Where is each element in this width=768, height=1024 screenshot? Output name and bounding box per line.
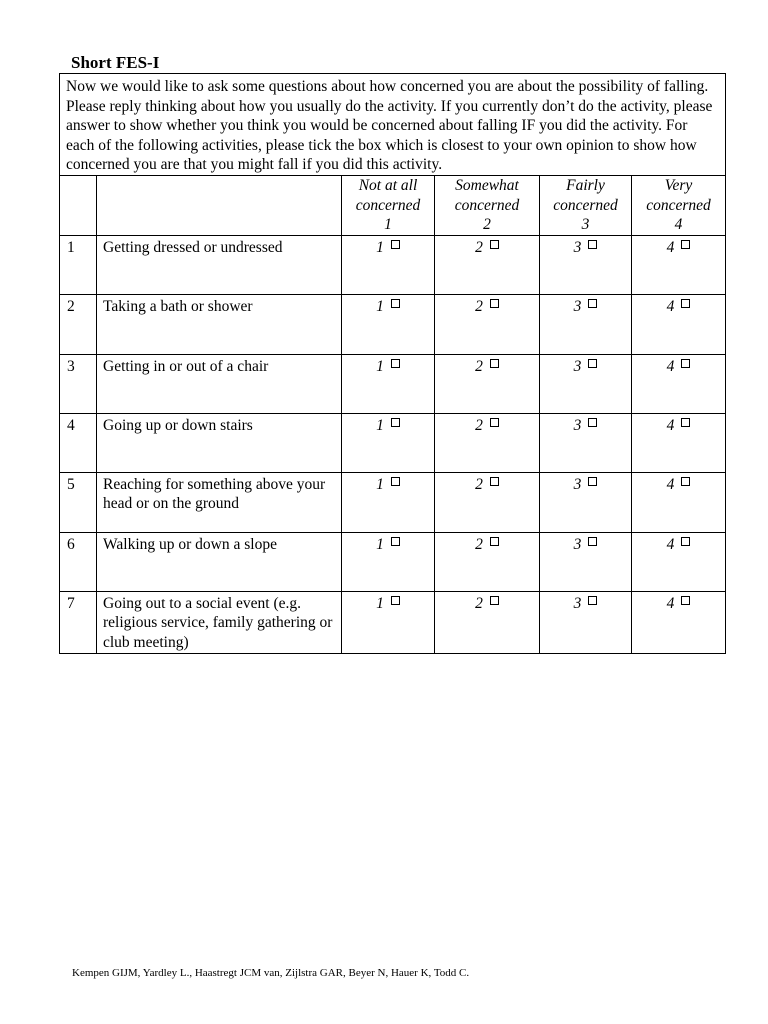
tick-box-icon[interactable] bbox=[588, 477, 597, 486]
response-cell bbox=[342, 354, 435, 413]
table-row bbox=[60, 413, 726, 472]
response-option-2[interactable] bbox=[475, 297, 499, 317]
response-cell bbox=[632, 532, 726, 591]
response-option-number: 3 bbox=[573, 238, 582, 256]
response-option-4[interactable] bbox=[667, 357, 691, 377]
response-cell bbox=[540, 413, 632, 472]
response-option-4[interactable] bbox=[667, 475, 691, 495]
response-option-4[interactable] bbox=[667, 238, 691, 258]
table-row bbox=[60, 354, 726, 413]
item-number: 4 bbox=[60, 413, 97, 472]
response-option-number: 1 bbox=[376, 594, 384, 612]
response-cell bbox=[435, 235, 540, 294]
form-title: Short FES-I bbox=[71, 53, 160, 72]
item-number: 7 bbox=[60, 591, 97, 653]
response-option-1[interactable] bbox=[376, 238, 400, 258]
response-option-number: 4 bbox=[666, 535, 675, 553]
response-option-number: 3 bbox=[573, 535, 582, 553]
item-activity: Reaching for something above your head or on the ground bbox=[97, 472, 342, 532]
intro-row bbox=[60, 74, 726, 176]
response-option-3[interactable] bbox=[574, 594, 598, 614]
intro-cell bbox=[60, 74, 726, 176]
item-number: 1 bbox=[60, 235, 97, 294]
column-header-very bbox=[632, 175, 726, 235]
response-option-number: 3 bbox=[573, 297, 582, 315]
tick-box-icon[interactable] bbox=[681, 596, 690, 605]
item-number: 5 bbox=[60, 472, 97, 532]
tick-box-icon[interactable] bbox=[681, 240, 690, 249]
tick-box-icon[interactable] bbox=[588, 359, 597, 368]
tick-box-icon[interactable] bbox=[391, 477, 400, 486]
tick-box-icon[interactable] bbox=[588, 537, 597, 546]
tick-box-icon[interactable] bbox=[391, 240, 400, 249]
response-cell bbox=[342, 532, 435, 591]
response-option-1[interactable] bbox=[376, 416, 400, 436]
tick-box-icon[interactable] bbox=[490, 240, 499, 249]
response-cell bbox=[342, 235, 435, 294]
response-option-2[interactable] bbox=[475, 475, 499, 495]
response-option-number: 2 bbox=[475, 416, 483, 434]
tick-box-icon[interactable] bbox=[490, 359, 499, 368]
column-header-line1: Not at all bbox=[358, 176, 418, 194]
response-cell bbox=[540, 354, 632, 413]
response-option-number: 3 bbox=[573, 416, 582, 434]
table-row bbox=[60, 591, 726, 653]
response-cell bbox=[342, 294, 435, 354]
response-option-number: 1 bbox=[376, 475, 384, 493]
column-header-line2: concerned bbox=[454, 196, 520, 214]
column-header-line2: concerned bbox=[646, 196, 711, 214]
tick-box-icon[interactable] bbox=[681, 299, 690, 308]
response-option-2[interactable] bbox=[475, 357, 499, 377]
response-cell bbox=[540, 235, 632, 294]
tick-box-icon[interactable] bbox=[490, 418, 499, 427]
response-option-number: 4 bbox=[666, 475, 675, 493]
item-number: 3 bbox=[60, 354, 97, 413]
response-cell bbox=[435, 294, 540, 354]
response-option-number: 4 bbox=[666, 238, 675, 256]
tick-box-icon[interactable] bbox=[391, 299, 400, 308]
response-option-number: 1 bbox=[376, 416, 384, 434]
header-number-cell bbox=[60, 175, 97, 235]
response-option-2[interactable] bbox=[475, 416, 499, 436]
tick-box-icon[interactable] bbox=[588, 240, 597, 249]
response-option-3[interactable] bbox=[574, 416, 598, 436]
column-header-line1: Very bbox=[664, 176, 693, 194]
response-option-2[interactable] bbox=[475, 238, 499, 258]
column-header-line1: Fairly bbox=[566, 176, 605, 194]
tick-box-icon[interactable] bbox=[490, 477, 499, 486]
response-option-number: 2 bbox=[475, 475, 483, 493]
tick-box-icon[interactable] bbox=[391, 596, 400, 605]
item-activity: Taking a bath or shower bbox=[97, 294, 342, 354]
item-activity: Walking up or down a slope bbox=[97, 532, 342, 591]
item-activity: Getting in or out of a chair bbox=[97, 354, 342, 413]
response-option-1[interactable] bbox=[376, 297, 400, 317]
tick-box-icon[interactable] bbox=[490, 299, 499, 308]
response-option-number: 1 bbox=[376, 238, 384, 256]
response-cell bbox=[540, 532, 632, 591]
response-option-number: 1 bbox=[376, 297, 384, 315]
response-option-3[interactable] bbox=[574, 535, 598, 555]
tick-box-icon[interactable] bbox=[588, 299, 597, 308]
tick-box-icon[interactable] bbox=[681, 359, 690, 368]
response-option-3[interactable] bbox=[574, 238, 598, 258]
response-cell bbox=[632, 294, 726, 354]
response-cell bbox=[632, 235, 726, 294]
response-option-3[interactable] bbox=[574, 297, 598, 317]
response-option-2[interactable] bbox=[475, 594, 499, 614]
item-rows bbox=[60, 235, 726, 653]
response-option-3[interactable] bbox=[574, 357, 598, 377]
response-option-1[interactable] bbox=[376, 475, 400, 495]
column-header-value: 3 bbox=[581, 216, 590, 234]
table-row bbox=[60, 532, 726, 591]
response-cell bbox=[435, 354, 540, 413]
response-cell bbox=[342, 413, 435, 472]
tick-box-icon[interactable] bbox=[681, 418, 690, 427]
table-row bbox=[60, 235, 726, 294]
response-cell bbox=[435, 472, 540, 532]
tick-box-icon[interactable] bbox=[681, 477, 690, 486]
response-option-1[interactable] bbox=[376, 594, 400, 614]
header-activity-cell bbox=[97, 175, 342, 235]
citation-footer: Kempen GIJM, Yardley L., Haastregt JCM van, Zijlstra GAR, Beyer N, Hauer K, Todd C. bbox=[72, 967, 470, 979]
response-cell bbox=[540, 294, 632, 354]
response-cell bbox=[342, 591, 435, 653]
column-header-somewhat bbox=[435, 175, 540, 235]
response-cell bbox=[342, 472, 435, 532]
response-option-number: 2 bbox=[475, 594, 483, 612]
response-option-2[interactable] bbox=[475, 535, 499, 555]
response-option-number: 3 bbox=[573, 357, 582, 375]
column-header-not-at-all bbox=[342, 175, 435, 235]
item-number: 6 bbox=[60, 532, 97, 591]
table-row bbox=[60, 294, 726, 354]
response-option-number: 3 bbox=[573, 475, 582, 493]
response-option-number: 3 bbox=[573, 594, 582, 612]
item-activity: Going up or down stairs bbox=[97, 413, 342, 472]
tick-box-icon[interactable] bbox=[391, 418, 400, 427]
response-cell bbox=[435, 591, 540, 653]
questionnaire-table bbox=[59, 73, 726, 654]
response-option-1[interactable] bbox=[376, 357, 400, 377]
response-option-number: 2 bbox=[475, 535, 483, 553]
response-option-1[interactable] bbox=[376, 535, 400, 555]
column-header-value: 2 bbox=[483, 216, 491, 234]
column-header-line2: concerned bbox=[355, 196, 421, 214]
response-option-number: 2 bbox=[475, 238, 483, 256]
item-activity: Going out to a social event (e.g. religious service, family gathering or club meeting) bbox=[97, 591, 342, 653]
response-option-number: 1 bbox=[376, 357, 384, 375]
item-activity: Getting dressed or undressed bbox=[97, 235, 342, 294]
tick-box-icon[interactable] bbox=[490, 596, 499, 605]
response-cell bbox=[632, 354, 726, 413]
tick-box-icon[interactable] bbox=[391, 537, 400, 546]
response-option-number: 4 bbox=[666, 297, 675, 315]
response-cell bbox=[540, 591, 632, 653]
response-option-number: 2 bbox=[475, 297, 483, 315]
instructions-text: Now we would like to ask some questions about how concerned you are about the possibility of falling. Please reply thinking about how you usually do the activity. If you currently don’t do the activity, please answer to show whether you think you would be concerned about falling IF you did the activity. For each of the following activities, please tick the box which is closest to your own opinion to show how concerned you are that you might fall if you did this activity. bbox=[66, 78, 713, 174]
response-option-4[interactable] bbox=[667, 297, 691, 317]
column-header-fairly bbox=[540, 175, 632, 235]
header-row bbox=[60, 175, 726, 235]
tick-box-icon[interactable] bbox=[490, 537, 499, 546]
tick-box-icon[interactable] bbox=[588, 418, 597, 427]
response-cell bbox=[632, 472, 726, 532]
item-number: 2 bbox=[60, 294, 97, 354]
response-option-number: 4 bbox=[666, 357, 675, 375]
column-header-line1: Somewhat bbox=[455, 176, 519, 194]
response-cell bbox=[632, 591, 726, 653]
tick-box-icon[interactable] bbox=[588, 596, 597, 605]
response-option-number: 4 bbox=[666, 416, 675, 434]
response-option-4[interactable] bbox=[667, 594, 691, 614]
column-header-value: 4 bbox=[674, 216, 683, 234]
response-option-number: 1 bbox=[376, 535, 384, 553]
response-option-4[interactable] bbox=[667, 416, 691, 436]
tick-box-icon[interactable] bbox=[391, 359, 400, 368]
response-cell bbox=[435, 413, 540, 472]
column-header-line2: concerned bbox=[553, 196, 618, 214]
response-cell bbox=[435, 532, 540, 591]
response-option-4[interactable] bbox=[667, 535, 691, 555]
response-option-number: 4 bbox=[666, 594, 675, 612]
tick-box-icon[interactable] bbox=[681, 537, 690, 546]
response-option-3[interactable] bbox=[574, 475, 598, 495]
response-cell bbox=[540, 472, 632, 532]
response-cell bbox=[632, 413, 726, 472]
table-row bbox=[60, 472, 726, 532]
response-option-number: 2 bbox=[475, 357, 483, 375]
column-header-value: 1 bbox=[384, 216, 392, 234]
